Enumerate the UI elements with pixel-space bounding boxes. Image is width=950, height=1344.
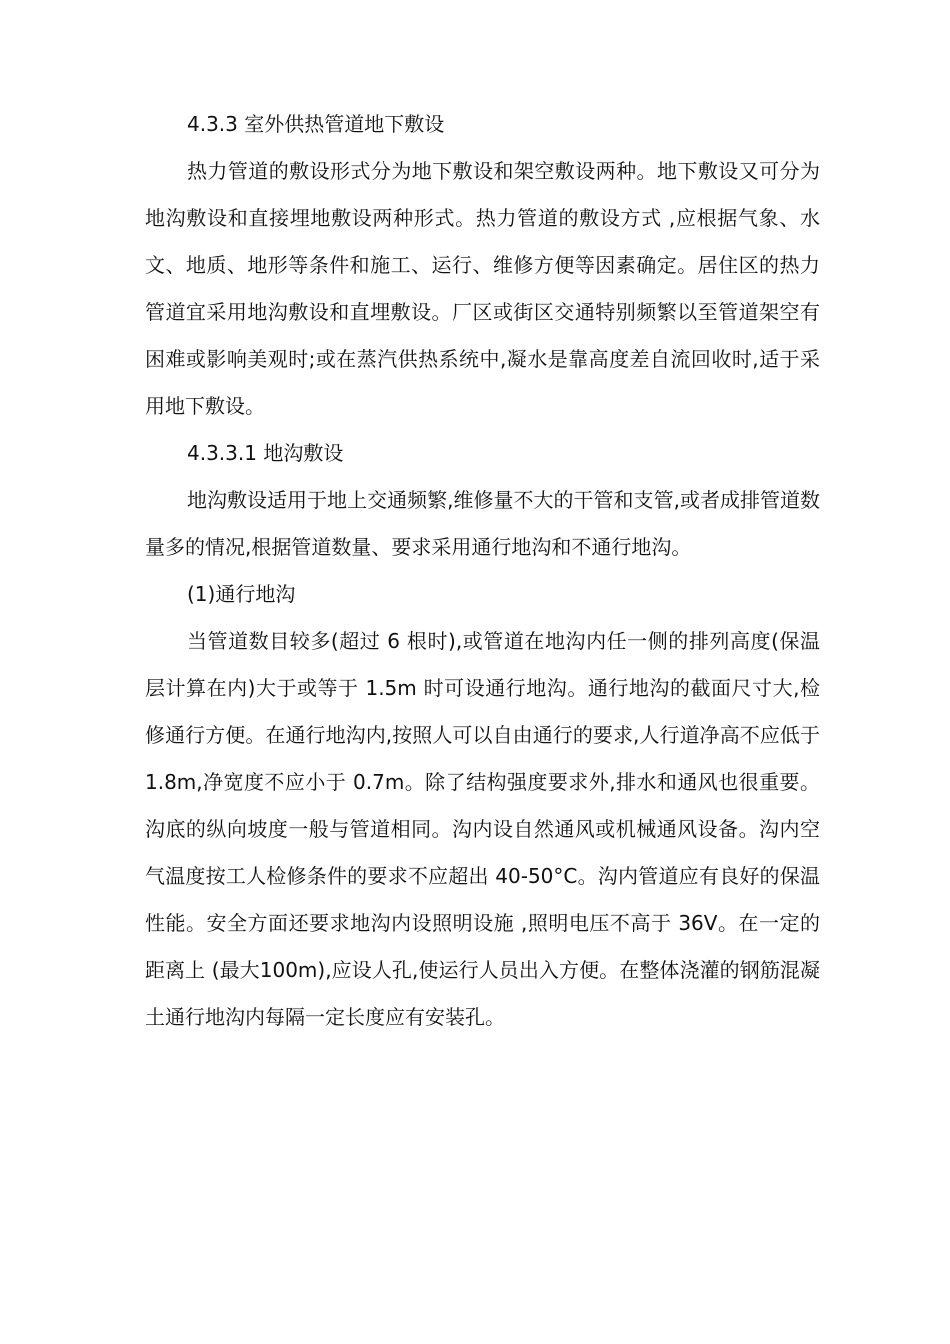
section-heading-4-3-3: 4.3.3 室外供热管道地下敷设 xyxy=(187,112,445,136)
document-body xyxy=(145,101,820,1041)
subheading-walkable-trench: (1)通行地沟 xyxy=(187,582,296,606)
section-heading-4-3-3-1: 4.3.3.1 地沟敷设 xyxy=(187,441,344,465)
paragraph-trench-laying: 地沟敷设适用于地上交通频繁,维修量不大的干管和支管,或者成排管道数量多的情况,根据管道数量、要求采用通行地沟和不通行地沟。 xyxy=(145,488,820,559)
paragraph-walkable-trench: 当管道数目较多(超过 6 根时),或管道在地沟内任一侧的排列高度(保温层计算在内)大于或等于 1.5m 时可设通行地沟。通行地沟的截面尺寸大,检修通行方便。在通行地沟内,按照人可以自由通行的要求,人行道净高不应低于 1.8m,净宽度不应小于 0.7m。除了结构强度要求外,排水和通风也很重要。沟底的纵向坡度一般与管道相同。沟内设自然通风或机械通风设备。沟内空气温度按工人检修条件的要求不应超出 40-50°C。沟内管道应有良好的保温性能。安全方面还要求地沟内设照明设施 ,照明电压不高于 36V。在一定的距离上 (最大100m),应设人孔,使运行人员出入方便。在整体浇灌的钢筋混凝土通行地沟内每隔一定长度应有安装孔。 xyxy=(145,629,820,1029)
paragraph-laying-forms: 热力管道的敷设形式分为地下敷设和架空敷设两种。地下敷设又可分为地沟敷设和直接埋地敷设两种形式。热力管道的敷设方式 ,应根据气象、水文、地质、地形等条件和施工、运行、维修方便等因素确定。居住区的热力管道宜采用地沟敷设和直埋敷设。厂区或街区交通特别频繁以至管道架空有困难或影响美观时;或在蒸汽供热系统中,凝水是靠高度差自流回收时,适于采用地下敷设。 xyxy=(145,159,820,418)
